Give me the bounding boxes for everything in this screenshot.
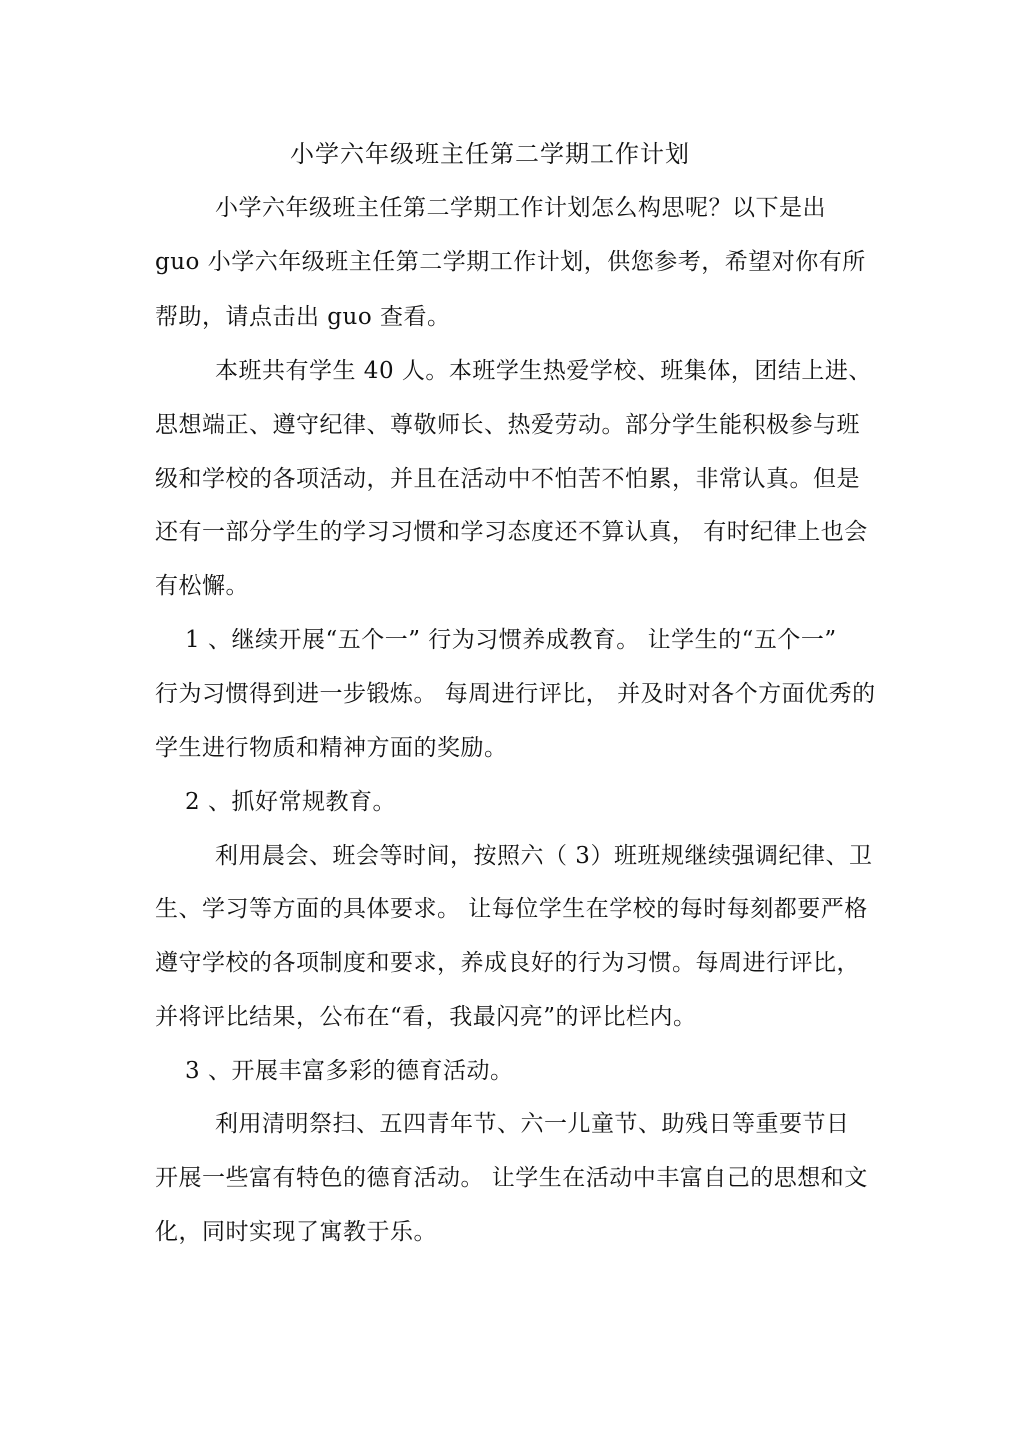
paragraph-line: 利用晨会、班会等时间，按照六（ 3）班班规继续强调纪律、卫 <box>215 843 873 869</box>
paragraph-line: 本班共有学生 40 人。本班学生热爱学校、班集体，团结上进、 <box>215 358 872 384</box>
numbered-item-line: 3 、开展丰富多彩的德育活动。 <box>185 1058 514 1084</box>
numbered-item-line: 2 、抓好常规教育。 <box>185 789 396 815</box>
paragraph-line: 行为习惯得到进一步锻炼。 每周进行评比， 并及时对各个方面优秀的 <box>155 681 876 707</box>
paragraph-line: 利用清明祭扫、五四青年节、六一儿童节、助残日等重要节日 <box>215 1111 850 1137</box>
paragraph-line: 学生进行物质和精神方面的奖励。 <box>155 735 508 761</box>
paragraph-line: 开展一些富有特色的德育活动。 让学生在活动中丰富自己的思想和文 <box>155 1165 868 1191</box>
paragraph-line: 并将评比结果，公布在“看，我最闪亮”的评比栏内。 <box>155 1004 697 1030</box>
paragraph-line: 生、学习等方面的具体要求。 让每位学生在学校的每时每刻都要严格 <box>155 896 868 922</box>
paragraph-line: 有松懈。 <box>155 573 249 599</box>
paragraph-line: 小学六年级班主任第二学期工作计划怎么构思呢？以下是出 <box>215 195 826 221</box>
paragraph-line: 遵守学校的各项制度和要求，养成良好的行为习惯。每周进行评比， <box>155 950 860 976</box>
numbered-item-line: 1 、继续开展“五个一” 行为习惯养成教育。 让学生的“五个一” <box>185 627 837 653</box>
paragraph-line: 还有一部分学生的学习习惯和学习态度还不算认真， 有时纪律上也会 <box>155 519 868 545</box>
paragraph-line: 化，同时实现了寓教于乐。 <box>155 1219 437 1245</box>
document-title: 小学六年级班主任第二学期工作计划 <box>290 140 690 168</box>
paragraph-line: guo 小学六年级班主任第二学期工作计划，供您参考，希望对你有所 <box>155 249 866 275</box>
paragraph-line: 级和学校的各项活动，并且在活动中不怕苦不怕累，非常认真。但是 <box>155 466 860 492</box>
paragraph-line: 思想端正、遵守纪律、尊敬师长、热爱劳动。部分学生能积极参与班 <box>155 412 860 438</box>
paragraph-line: 帮助，请点击出 guo 查看。 <box>155 304 451 330</box>
